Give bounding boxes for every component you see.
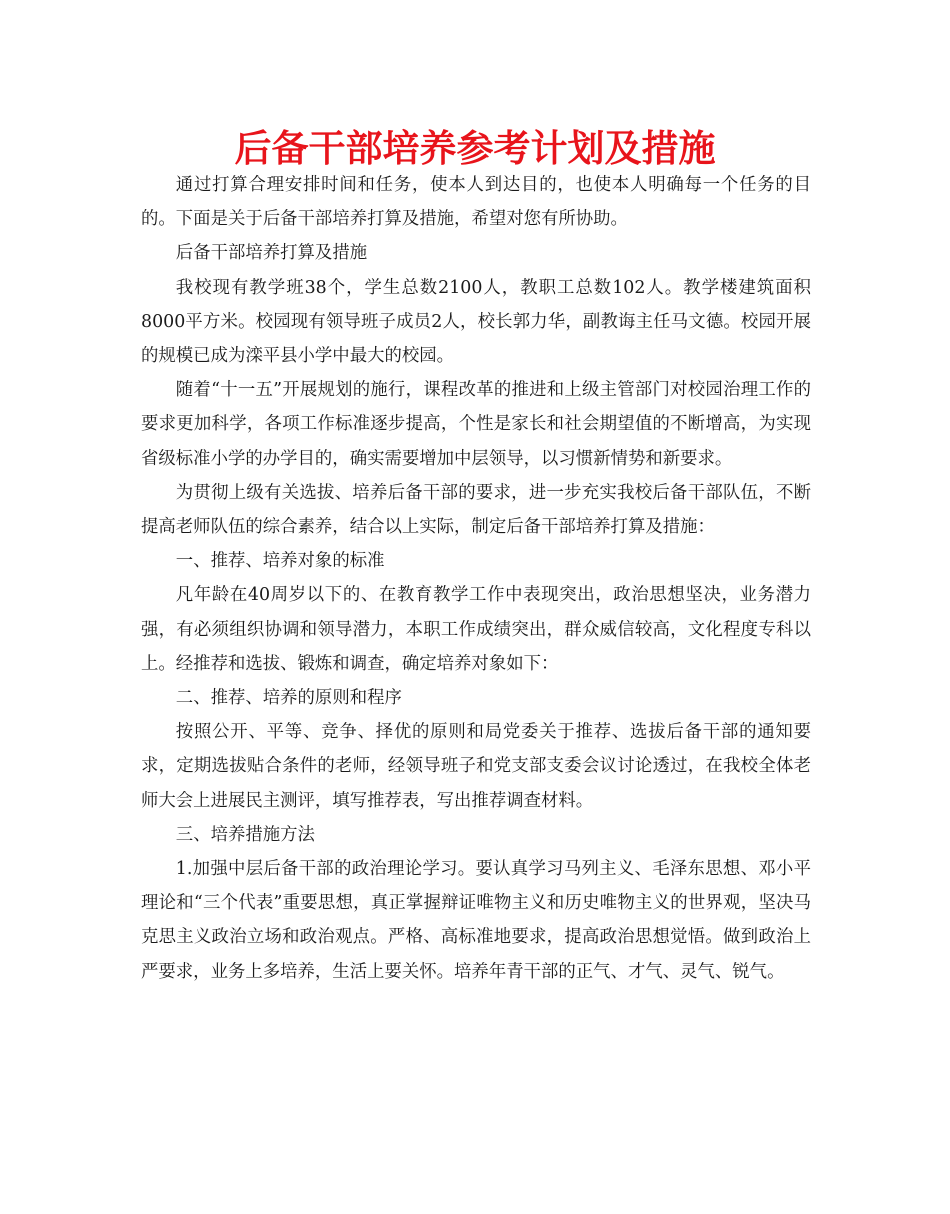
section-heading-2: 二、推荐、培养的原则和程序 — [175, 688, 402, 709]
section-heading-3: 三、培养措施方法 — [175, 824, 315, 845]
paragraph-subtitle: 后备干部培养打算及措施 — [175, 243, 368, 264]
paragraph-measure-1: 1.加强中层后备干部的政治理论学习。要认真学习马列主义、毛泽东思想、邓小平理论和“三个代表”重要思想，真正掌握辩证唯物主义和历史唯物主义的世界观，坚决马克思主义政治立场和政治观点。严格、高标准地要求，提高政治思想觉悟。做到政治上严要求，业务上多培养，生活上要关怀。培养年青干部的正气、才气、灵气、锐气。 — [141, 859, 811, 982]
section-heading-1: 一、推荐、培养对象的标准 — [175, 551, 385, 572]
paragraph-background: 随着“十一五”开展规划的施行，课程改革的推进和上级主管部门对校园治理工作的要求更加科学，各项工作标准逐步提高，个性是家长和社会期望值的不断增高，为实现省级标准小学的办学目的，确实需要增加中层领导，以习惯新情势和新要求。 — [141, 380, 811, 469]
paragraph-criteria: 凡年龄在40周岁以下的、在教育教学工作中表现突出，政治思想坚决，业务潜力强，有必须组织协调和领导潜力，本职工作成绩突出，群众威信较高，文化程度专科以上。经推荐和选拔、锻炼和调查，确定培养对象如下： — [141, 585, 811, 674]
paragraph-purpose: 为贯彻上级有关选拔、培养后备干部的要求，进一步充实我校后备干部队伍，不断提高老师队伍的综合素养，结合以上实际，制定后备干部培养打算及措施： — [141, 482, 811, 538]
paragraph-school-overview: 我校现有教学班38个，学生总数2100人，教职工总数102人。教学楼建筑面积8000平方米。校园现有领导班子成员2人，校长郭力华，副教诲主任马文德。校园开展的规模已成为滦平县小学中最大的校园。 — [141, 277, 811, 367]
paragraph-principles: 按照公开、平等、竞争、择优的原则和局党委关于推荐、选拔后备干部的通知要求，定期选拔贴合条件的老师，经领导班子和党支部支委会议讨论透过，在我校全体老师大会上进展民主测评，填写推荐表，写出推荐调查材料。 — [141, 722, 811, 811]
document-title: 后备干部培养参考计划及措施 — [234, 127, 716, 170]
paragraph-intro: 通过打算合理安排时间和任务，使本人到达目的，也使本人明确每一个任务的目的。下面是关于后备干部培养打算及措施，希望对您有所协助。 — [141, 175, 811, 230]
document-body — [141, 168, 811, 989]
